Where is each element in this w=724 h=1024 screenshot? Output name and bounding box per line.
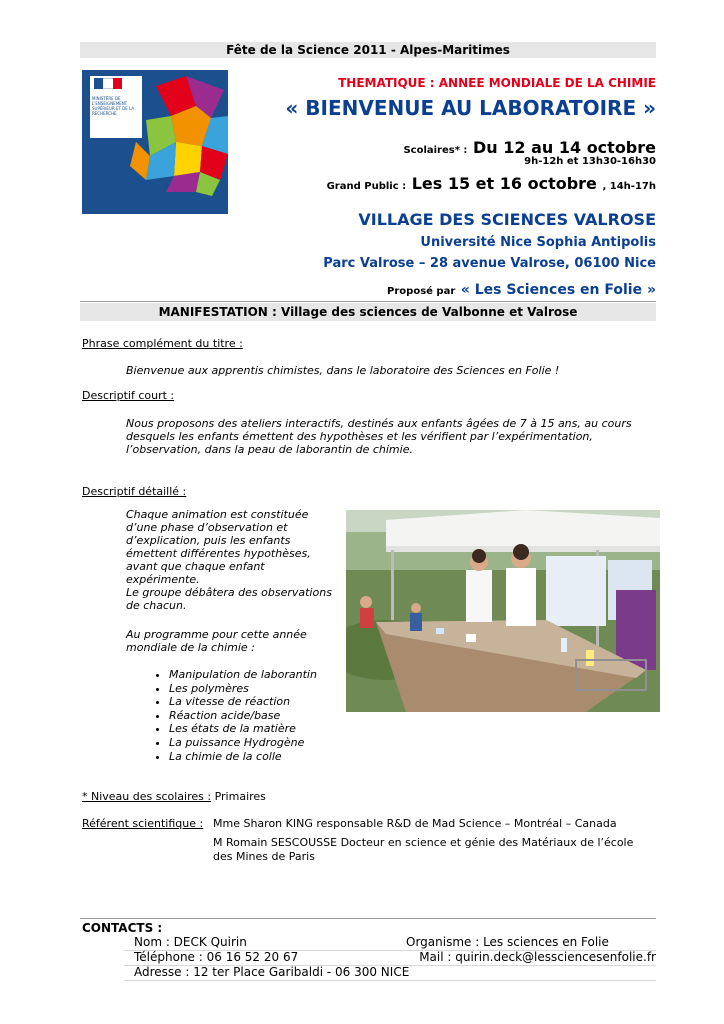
program-line: Au programme pour cette année (126, 628, 307, 641)
manifestation-bar: MANIFESTATION : Village des sciences de Valbonne et Valrose (80, 303, 656, 321)
detail-label: Descriptif détaillé : (82, 485, 187, 498)
laboratory-photo (346, 510, 660, 712)
program-line: mondiale de la chimie : (126, 641, 255, 654)
contact-row-divider (124, 980, 656, 981)
detail-line: d’explication, puis les enfants (126, 534, 291, 547)
referent-label: Référent scientifique : (82, 817, 204, 830)
niveau-line (82, 790, 266, 803)
program-item: • La puissance Hydrogène (169, 736, 317, 750)
court-line: desquels les enfants émettent des hypothèses et les vérifient par l’expérimentation, (126, 430, 593, 443)
propose-value: « Les Sciences en Folie » (460, 282, 656, 298)
program-item: • La chimie de la colle (169, 750, 317, 764)
colorful-burst-graphic (116, 76, 228, 214)
thematique: THEMATIQUE : ANNEE MONDIALE DE LA CHIMIE (338, 76, 656, 90)
detail-line: expérimente. (126, 573, 200, 586)
propose-label: Proposé par (387, 286, 456, 297)
program-list (126, 668, 317, 763)
court-paragraph (126, 417, 632, 456)
divider (80, 301, 656, 302)
program-item: • La vitesse de réaction (169, 695, 317, 709)
detail-line: Chaque animation est constituée (126, 508, 309, 521)
fete-de-la-science-logo (82, 70, 228, 214)
village-title: VILLAGE DES SCIENCES VALROSE (358, 210, 656, 229)
contact-telephone: Téléphone : 06 16 52 20 67 (134, 950, 299, 964)
detail-line: de chacun. (126, 599, 187, 612)
phrase-text: Bienvenue aux apprentis chimistes, dans le laboratoire des Sciences en Folie ! (126, 364, 560, 377)
program-item: • Les états de la matière (169, 722, 317, 736)
detail-paragraph (126, 508, 332, 612)
address: Parc Valrose – 28 avenue Valrose, 06100 Nice (323, 256, 656, 271)
university: Université Nice Sophia Antipolis (420, 235, 656, 250)
detail-line: Le groupe débâtera des observations (126, 586, 332, 599)
referent-line-2: M Romain SESCOUSSE Docteur en science et génie des Matériaux de l’école (213, 836, 634, 849)
niveau-value: Primaires (214, 790, 266, 803)
detail-line: émettent différentes hypothèses, (126, 547, 311, 560)
program-intro (126, 628, 307, 654)
detail-line: avant que chaque enfant (126, 560, 265, 573)
program-item: • Réaction acide/base (169, 709, 317, 723)
scolaires-line (403, 138, 656, 157)
court-label: Descriptif court : (82, 389, 175, 402)
referent-line-1: Mme Sharon KING responsable R&D de Mad Science – Montréal – Canada (213, 817, 617, 830)
detail-line: d’une phase d’observation et (126, 521, 288, 534)
ministry-text: MINISTÈRE DE L'ENSEIGNEMENT SUPÉRIEUR ET DE LA RECHERCHE (92, 96, 135, 116)
scolaires-dates: Du 12 au 14 octobre (473, 138, 656, 157)
scolaires-label: Scolaires* : (403, 145, 468, 156)
niveau-label: * Niveau des scolaires : (82, 790, 212, 803)
propose-line (387, 279, 656, 298)
public-label: Grand Public : (326, 181, 407, 192)
phrase-label: Phrase complément du titre : (82, 337, 243, 350)
program-item: • Les polymères (169, 682, 317, 696)
contact-organisme: Organisme : Les sciences en Folie (406, 935, 609, 949)
contacts-title: CONTACTS : (82, 921, 163, 935)
contact-adresse: Adresse : 12 ter Place Garibaldi - 06 300 NICE (134, 965, 410, 979)
contact-mail: Mail : quirin.deck@lessciencesenfolie.fr (419, 950, 656, 964)
public-hours: , 14h-17h (602, 181, 656, 192)
public-line (327, 174, 656, 193)
referent-line-3: des Mines de Paris (213, 850, 315, 863)
court-line: l’observation, dans la peau de laborantin de chimie. (126, 443, 413, 456)
public-dates: Les 15 et 16 octobre (411, 174, 597, 193)
document-header: Fête de la Science 2011 - Alpes-Maritimes (80, 42, 656, 58)
scolaires-hours: 9h-12h et 13h30-16h30 (524, 156, 656, 167)
program-item: • Manipulation de laborantin (169, 668, 317, 682)
event-title: « BIENVENUE AU LABORATOIRE » (285, 96, 656, 120)
contact-nom: Nom : DECK Quirin (134, 935, 247, 949)
court-line: Nous proposons des ateliers interactifs, destinés aux enfants âgées de 7 à 15 ans, au cours (126, 417, 632, 430)
contacts-divider (80, 918, 656, 919)
